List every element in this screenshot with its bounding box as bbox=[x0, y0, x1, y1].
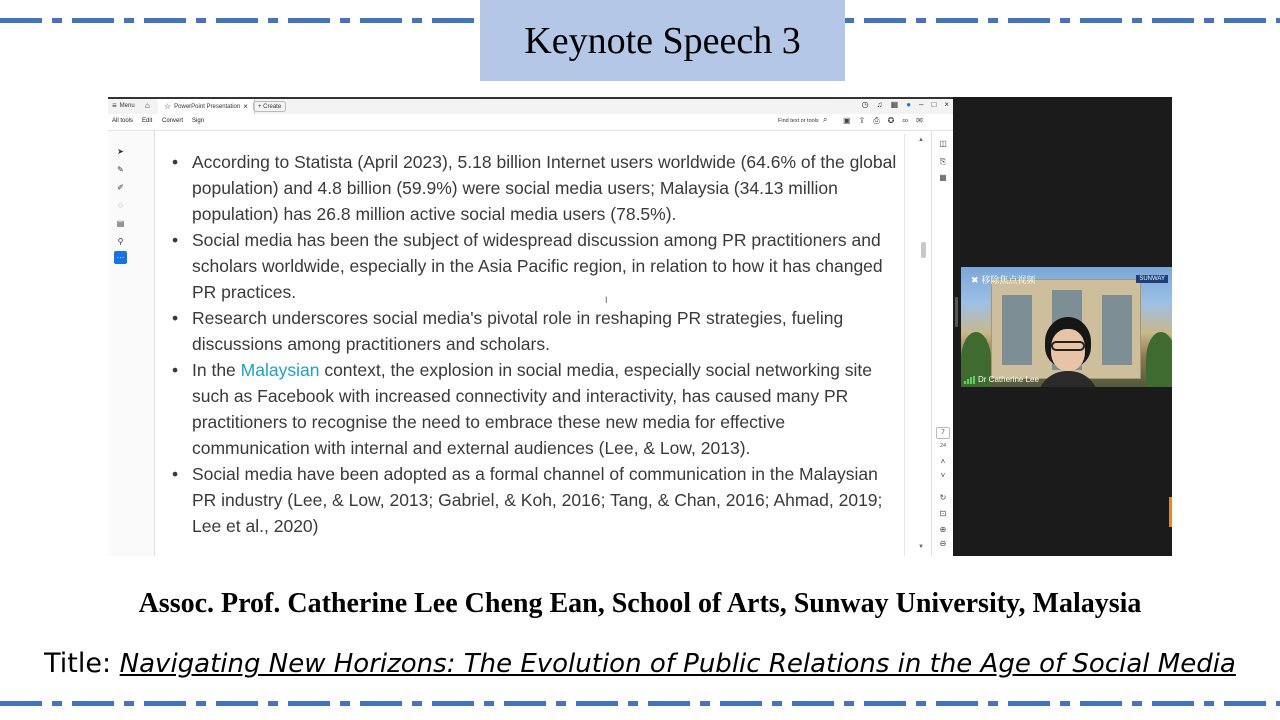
find-text-or-tools[interactable]: Find text or tools bbox=[778, 118, 819, 124]
close-tab-icon[interactable]: × bbox=[243, 102, 248, 111]
toolbar-icon-group bbox=[843, 116, 923, 126]
scrollbar-thumb[interactable] bbox=[921, 242, 926, 258]
hamburger-icon: ≡ bbox=[112, 101, 117, 110]
page-down-icon[interactable]: ˅ bbox=[940, 471, 946, 480]
orange-edge-tab bbox=[1169, 497, 1172, 527]
scroll-up-icon[interactable]: ▲ bbox=[918, 137, 924, 143]
menu-convert[interactable]: Convert bbox=[162, 118, 184, 124]
create-label: + Create bbox=[258, 103, 282, 110]
zoom-in-icon[interactable]: ⊕ bbox=[939, 525, 947, 534]
speaker-line: Assoc. Prof. Catherine Lee Cheng Ean, School of Arts, Sunway University, Malaysia bbox=[138, 588, 1142, 619]
title-prefix: Title: bbox=[44, 648, 120, 679]
malaysian-link[interactable]: Malaysian bbox=[240, 360, 320, 380]
profile-icon[interactable]: ● bbox=[906, 100, 912, 109]
zoom-out-icon[interactable]: ⊖ bbox=[939, 539, 947, 548]
pdf-toolbar bbox=[108, 114, 953, 131]
pdf-viewer-window bbox=[108, 97, 953, 556]
background-tree bbox=[1146, 332, 1172, 387]
bullet-item: • In the Malaysian context, the explosion in social media, especially social networking site such as Facebook with increased connectivity and interactivity, has caused many PR practitioners to recognise the need to embrace these new media for effective communication with internal and external audiences (Lee, & Low, 2013). bbox=[170, 357, 905, 461]
save-icon[interactable]: ▣ bbox=[843, 116, 851, 125]
menu-label: Menu bbox=[119, 102, 135, 109]
remove-focus-video-label[interactable]: ✖ 移除焦点视频 bbox=[971, 276, 1036, 286]
rotate-icon[interactable]: ↻ bbox=[939, 493, 947, 502]
create-button[interactable] bbox=[253, 101, 286, 112]
minimize-icon[interactable]: – bbox=[919, 100, 924, 109]
menu-edit[interactable]: Edit bbox=[142, 118, 153, 124]
tool-rail bbox=[108, 131, 155, 556]
vertical-scrollbar[interactable] bbox=[904, 134, 930, 556]
bottom-dashed-border bbox=[0, 701, 1280, 706]
thumbnails-icon[interactable]: ▦ bbox=[939, 173, 947, 182]
text-box-icon[interactable]: ▤ bbox=[116, 219, 125, 228]
bullet-item: • Social media has been the subject of widespread discussion among PR practitioners and scholars worldwide, especially in the Asia Pacific region, in relation to how it has changed PR practices. bbox=[170, 227, 905, 305]
eraser-icon[interactable]: ◌ bbox=[118, 201, 123, 210]
fit-page-icon[interactable]: ⊡ bbox=[939, 509, 947, 518]
comments-panel-icon[interactable]: ◫ bbox=[939, 139, 947, 148]
speaker-video-tile[interactable] bbox=[961, 267, 1172, 387]
link-icon[interactable]: ∞ bbox=[902, 116, 909, 125]
mail-icon[interactable]: ✉ bbox=[916, 116, 923, 125]
home-icon[interactable]: ⌂ bbox=[145, 101, 150, 110]
signal-strength-icon bbox=[964, 376, 975, 384]
sunway-logo: SUNWAY bbox=[1136, 275, 1168, 283]
participant-name-tag bbox=[964, 375, 1039, 384]
close-window-icon[interactable]: × bbox=[944, 100, 949, 109]
maximize-icon[interactable]: □ bbox=[931, 100, 937, 109]
ai-assistant-icon[interactable]: ✪ bbox=[887, 116, 895, 125]
bullet-item: • Social media have been adopted as a formal channel of communication in the Malaysian PR industry (Lee, & Low, 2013; Gabriel, & Koh, 2016; Tang, & Chan, 2016; Ahmad, 2019; Lee et al., 2020) bbox=[170, 461, 905, 539]
menu-button[interactable] bbox=[112, 101, 135, 110]
shared-screen bbox=[108, 97, 1172, 556]
talk-title-line bbox=[0, 648, 1280, 679]
glasses-icon bbox=[1051, 341, 1085, 351]
speaker-avatar bbox=[1033, 317, 1103, 387]
more-tools-icon[interactable]: ··· bbox=[114, 251, 127, 264]
stamp-icon[interactable]: ⚲ bbox=[117, 237, 124, 246]
bookmark-icon[interactable]: ⎘ bbox=[939, 157, 947, 166]
bell-icon[interactable]: ♫ bbox=[876, 100, 883, 109]
clock-icon[interactable]: ◷ bbox=[861, 100, 869, 109]
right-tool-rail bbox=[931, 131, 953, 556]
search-icon[interactable]: ⌕ bbox=[823, 115, 828, 124]
slide-heading-box bbox=[480, 0, 845, 81]
star-icon: ☆ bbox=[164, 102, 172, 111]
panel-resize-handle[interactable] bbox=[955, 297, 958, 327]
talk-title: Navigating New Horizons: The Evolution of Public Relations in the Age of Social Media bbox=[119, 649, 1236, 679]
bullet-list bbox=[170, 149, 905, 539]
text-cursor: I bbox=[605, 295, 608, 305]
page-up-icon[interactable]: ˄ bbox=[940, 457, 946, 466]
tab-powerpoint-presentation[interactable] bbox=[158, 99, 255, 114]
pdf-tab-bar bbox=[108, 97, 953, 114]
tab-label: PowerPoint Presentation bbox=[174, 103, 241, 110]
document-page bbox=[170, 149, 905, 539]
apps-grid-icon[interactable]: ▦ bbox=[890, 100, 899, 109]
upload-icon[interactable]: ⇪ bbox=[858, 116, 866, 125]
scroll-down-icon[interactable]: ▼ bbox=[918, 544, 924, 550]
menu-all-tools[interactable]: All tools bbox=[112, 118, 134, 124]
page-number-input[interactable]: 7 bbox=[936, 427, 950, 439]
bullet-item: • According to Statista (April 2023), 5.18 billion Internet users worldwide (64.6% of the global population) and 4.8 billion (59.9%) were social media users; Malaysia (34.13 million population) has 26.8 million active social media users (78.5%). bbox=[170, 149, 905, 227]
menu-sign[interactable]: Sign bbox=[192, 118, 205, 124]
participant-name: Dr Catherine Lee bbox=[978, 375, 1039, 384]
pen-icon[interactable]: ✐ bbox=[117, 183, 124, 192]
print-icon[interactable]: ⎙ bbox=[873, 116, 880, 125]
slide-heading: Keynote Speech 3 bbox=[524, 19, 801, 62]
page-total: 24 bbox=[939, 443, 947, 449]
window-controls bbox=[862, 100, 949, 109]
comment-icon[interactable]: ✎ bbox=[117, 165, 124, 174]
bullet-item: • Research underscores social media's pivotal role in reshaping PR strategies, fueling discussions among practitioners and scholars. bbox=[170, 305, 905, 357]
select-cursor-icon[interactable]: ➤ bbox=[117, 147, 124, 156]
